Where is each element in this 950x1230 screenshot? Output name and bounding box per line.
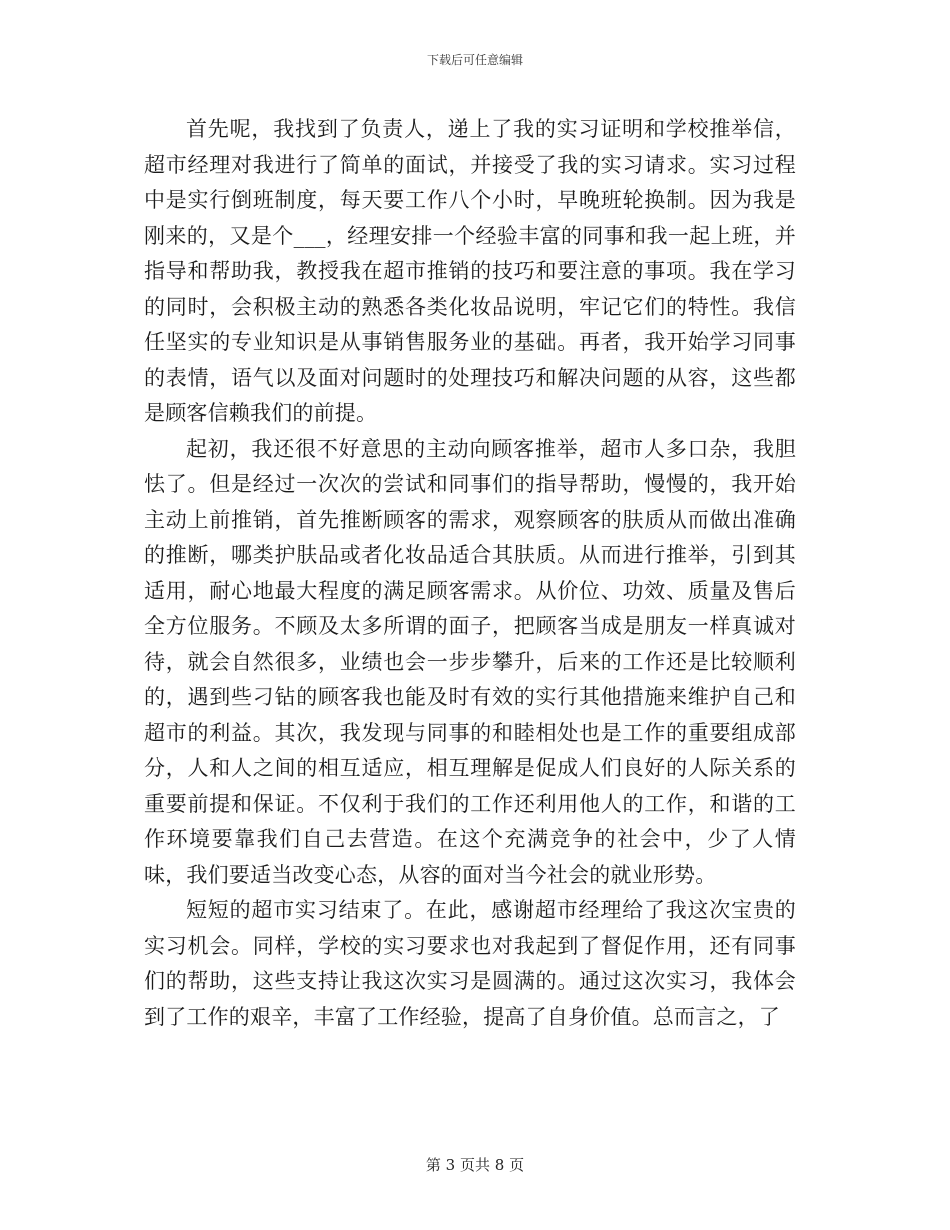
body-paragraph-2: 起初，我还很不好意思的主动向顾客推举，超市人多口杂，我胆怯了。但是经过一次次的尝试和同事们的指导帮助，慢慢的，我开始主动上前推销，首先推断顾客的需求，观察顾客的肤质从而做出准确的推断，哪类护肤品或者化妆品适合其肤质。从而进行推举，引到其适用，耐心地最大程度的满足顾客需求。从价位、功效、质量及售后全方位服务。不顾及太多所谓的面子，把顾客当成是朋友一样真诚对待，就会自然很多，业绩也会一步步攀升，后来的工作还是比较顺利的，遇到些刁钻的顾客我也能及时有效的实行其他措施来维护自己和超市的利益。其次，我发现与同事的和睦相处也是工作的重要组成部分，人和人之间的相互适应，相互理解是促成人们良好的人际关系的重要前提和保证。不仅利于我们的工作还利用他人的工作，和谐的工作环境要靠我们自己去营造。在这个充满竞争的社会中，少了人情味，我们要适当改变心态，从容的面对当今社会的就业形势。 xyxy=(144,436,796,887)
page-number-footer: 第 3 页共 8 页 xyxy=(425,1156,525,1174)
page-header: 下载后可任意编辑 xyxy=(426,53,523,67)
body-paragraph-1: 首先呢，我找到了负责人，递上了我的实习证明和学校推举信，超市经理对我进行了简单的面试，并接受了我的实习请求。实习过程中是实行倒班制度，每天要工作八个小时，早晚班轮换制。因为我是刚来的，又是个___，经理安排一个经验丰富的同事和我一起上班，并指导和帮助我，教授我在超市推销的技巧和要注意的事项。我在学习的同时，会积极主动的熟悉各类化妆品说明，牢记它们的特性。我信任坚实的专业知识是从事销售服务业的基础。再者，我开始学习同事的表情，语气以及面对问题时的处理技巧和解决问题的从容，这些都是顾客信赖我们的前提。 xyxy=(144,117,796,425)
body-paragraph-3: 短短的超市实习结束了。在此，感谢超市经理给了我这次宝贵的实习机会。同样，学校的实习要求也对我起到了督促作用，还有同事们的帮助，这些支持让我这次实习是圆满的。通过这次实习，我体会到了工作的艰辛，丰富了工作经验，提高了自身价值。总而言之，了 xyxy=(144,898,796,1029)
document-body xyxy=(144,112,796,1035)
